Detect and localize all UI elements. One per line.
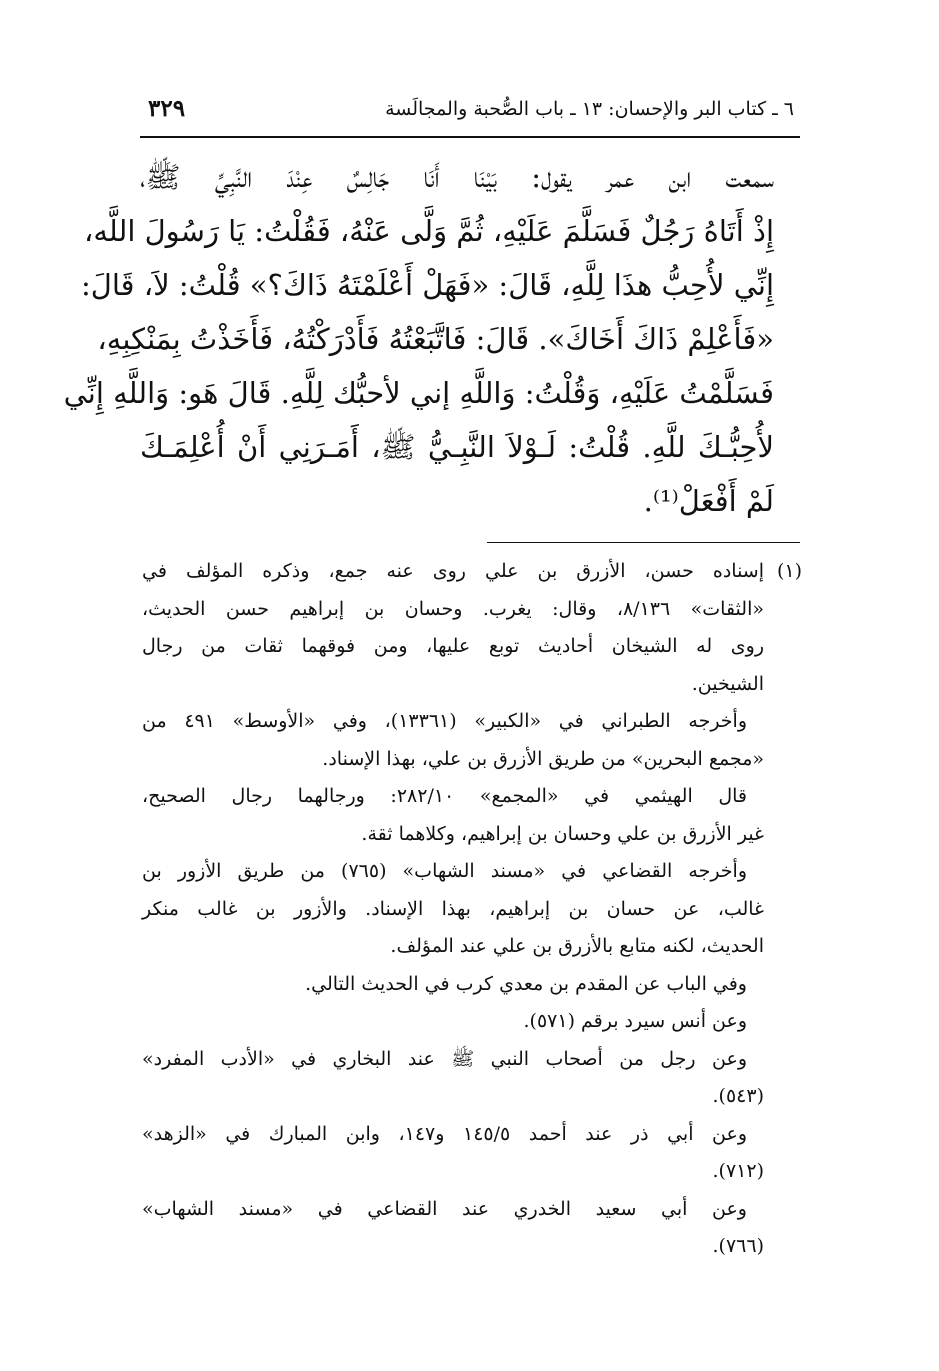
hadith-text <box>63 150 774 528</box>
footnote-line: الشيخين. <box>691 672 764 695</box>
footnote-line: غير الأزرق بن علي وحسان بن إبراهيم، وكلاهما ثقة. <box>361 822 764 845</box>
footnote-line: وأخرجه الطبراني في «الكبير» (١٣٣٦١)، وفي «الأوسط» ٤٩١ من <box>142 710 747 732</box>
footnote-line: غالب، عن حسان بن إبراهيم، بهذا الإسناد. والأزور بن غالب منكر <box>142 897 764 920</box>
footnote-line: وعن أبي ذر عند أحمد ١٤٥/٥ و١٤٧، وابن المبارك في «الزهد» <box>142 1122 747 1145</box>
hadith-line: فَسَلَّمْتُ عَلَيْهِ، وَقُلْتُ: وَاللَّهِ إني لأحبُّك لِلَّهِ. قَالَ هَو: وَاللَّهِ إِنِّي <box>63 376 774 410</box>
footnote-line: وعن أبي سعيد الخدري عند القضاعي في «مسند الشهاب» <box>142 1197 747 1220</box>
footnote-line: وفي الباب عن المقدم بن معدي كرب في الحديث التالي. <box>305 972 747 995</box>
running-header <box>148 88 794 122</box>
hadith-line: «فَأَعْلِمْ ذَاكَ أَخَاكَ». قَالَ: فَاتَّبَعْتُهُ فَأَدْرَكْتُهُ، فَأَخَذْتُ بِمَنْكِبِهِ، <box>97 322 774 356</box>
header-rule <box>140 136 800 138</box>
hadith-line: إِذْ أَتَاهُ رَجُلٌ فَسَلَّمَ عَلَيْهِ، ثُمَّ وَلَّى عَنْهُ، فَقُلْتُ: يَا رَسُولَ اللَّه، <box>83 214 774 248</box>
footnote-line <box>142 553 802 591</box>
hadith-line: إِنِّي لأُحِبُّ هذَا لِلَّهِ، قَالَ: «فَهَلْ أَعْلَمْتَهُ ذَاكَ؟» قُلْتُ: لاَ، قَالَ: <box>81 268 774 302</box>
hadith-line: لَمْ أَفْعَلْ⁽¹⁾. <box>643 484 774 518</box>
page-number: ٣٢٩ <box>148 95 186 122</box>
footnote-line: وعن رجل من أصحاب النبي ﷺ عند البخاري في «الأدب المفرد» <box>142 1047 747 1070</box>
footnote-line: روى له الشيخان أحاديث توبع عليها، ومن فوقهما ثقات من رجال <box>142 635 764 657</box>
footnote-line: (٧٦٦). <box>712 1235 764 1257</box>
footnote-marker: (١) <box>776 560 802 582</box>
footnote-text: إسناده حسن، الأزرق بن علي روى عنه جمع، وذكره المؤلف في <box>142 560 764 582</box>
footnotes <box>142 553 802 1266</box>
footnote-line: وأخرجه القضاعي في «مسند الشهاب» (٧٦٥) من طريق الأزور بن <box>142 860 748 882</box>
footnote-separator <box>487 542 800 543</box>
running-title: ٦ ـ كتاب البر والإحسان: ١٣ ـ باب الصُّحبة والمجالَسة <box>385 98 794 120</box>
footnote-line: وعن أنس سيرد برقم (٥٧١). <box>523 1010 747 1032</box>
footnote-line: الحديث، لكنه متابع بالأزرق بن علي عند المؤلف. <box>390 935 764 957</box>
footnote-line: قال الهيثمي في «المجمع» ٢٨٢/١٠: ورجالهما رجال الصحيح، <box>142 785 747 807</box>
hadith-line: لأُحِبُّـكَ للَّهِ. قُلْتُ: لَـوْلاَ النَّبِـيُّ ﷺ، أَمَـرَنِي أَنْ أُعْلِمَـكَ <box>140 430 774 464</box>
footnote-line: (٥٤٣). <box>712 1085 764 1107</box>
footnote-line: «الثقات» ٨/١٣٦، وقال: يغرب. وحسان بن إبراهيم حسن الحديث، <box>142 597 764 620</box>
footnote-line: (٧١٢). <box>712 1160 764 1182</box>
hadith-line: سمعت ابن عمر يقول: بَيْنَا أَنَا جَالِسٌ عِنْدَ النَّبِيِّ ﷺ، <box>140 160 774 194</box>
footnote-line: «مجمع البحرين» من طريق الأزرق بن علي، بهذا الإسناد. <box>322 747 764 770</box>
